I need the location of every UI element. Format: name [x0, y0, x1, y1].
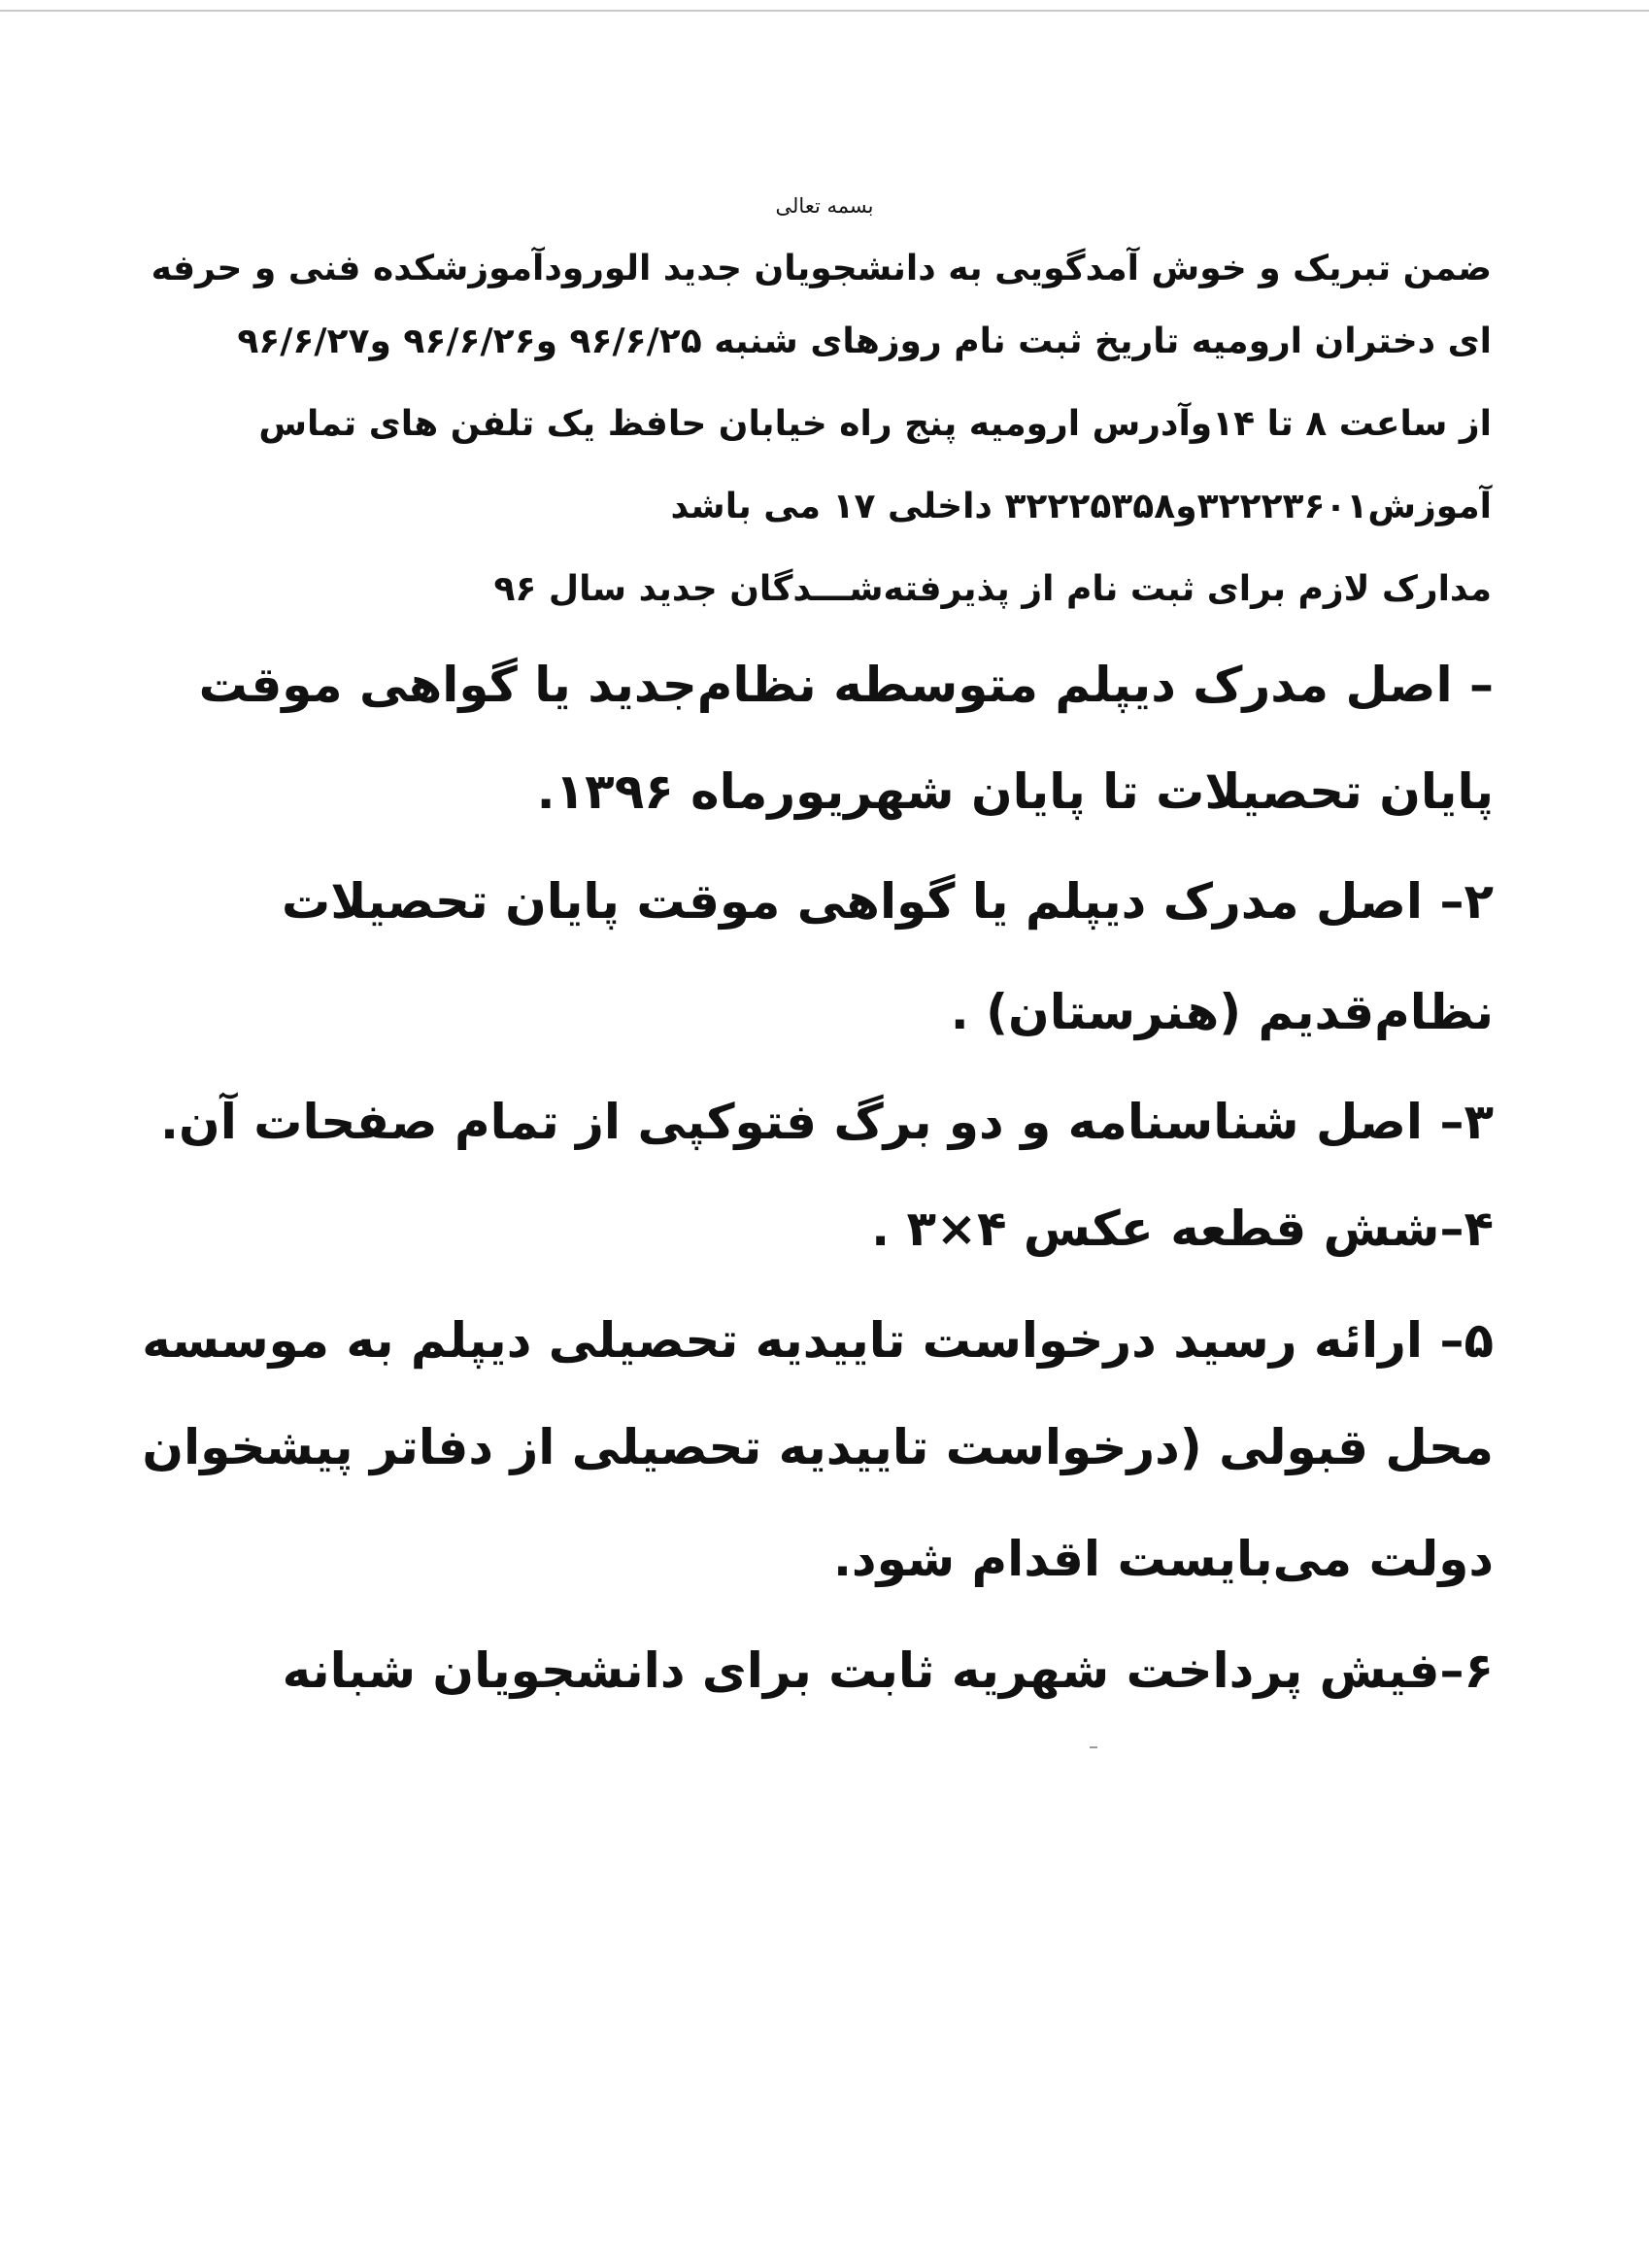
requirement-line-8: محل قبولی (درخواست تاییدیه تحصیلی از دفاتر پیشخوان	[142, 1419, 1494, 1475]
requirement-line-2: پایان تحصیلات تا پایان شهریورماه ۱۳۹۶.	[536, 763, 1494, 820]
requirement-line-1: – اصل مدرک دیپلم متوسطه نظام‌جدید یا گواهی موقت	[198, 657, 1494, 713]
requirement-line-5: ۳– اصل شناسنامه و دو برگ فتوکپی از تمام صفحات آن.	[160, 1094, 1494, 1150]
requirement-line-6: ۴–شش قطعه عکس ۴×۳ .	[871, 1201, 1494, 1257]
requirement-line-7: ۵– ارائه رسید درخواست تاییدیه تحصیلی دیپلم به موسسه	[142, 1312, 1494, 1369]
requirement-line-9: دولت می‌بایست اقدام شود.	[832, 1531, 1494, 1587]
blessing-heading: بسمه تعالی	[775, 194, 874, 218]
requirement-line-10: ۶–فیش پرداخت شهریه ثابت برای دانشجویان شبانه	[282, 1642, 1494, 1699]
intro-line-1: ضمن تبریک و خوش آمدگویی به دانشجویان جدید الورودآموزشکده فنی و حرفه	[151, 249, 1492, 288]
intro-line-2: ای دختران ارومیه تاریخ ثبت نام روزهای شنبه ۹۶/۶/۲۵ و۹۶/۶/۲۶ و۹۶/۶/۲۷	[237, 322, 1492, 361]
intro-line-3: از ساعت ۸ تا ۱۴وآدرس ارومیه پنج راه خیابان حافظ یک تلفن های تماس	[258, 404, 1492, 444]
requirement-line-3: ۲– اصل مدرک دیپلم یا گواهی موقت پایان تحصیلات	[282, 873, 1494, 930]
scan-speck	[1090, 1746, 1097, 1748]
intro-line-4: آموزش۳۲۲۲۳۶۰۱و۳۲۲۲۵۳۵۸ داخلی ۱۷ می باشد	[670, 487, 1492, 526]
intro-line-5: مدارک لازم برای ثبت نام از پذیرفته‌شـــدگان جدید سال ۹۶	[493, 569, 1492, 609]
requirement-line-4: نظام‌قدیم (هنرستان) .	[950, 984, 1494, 1040]
